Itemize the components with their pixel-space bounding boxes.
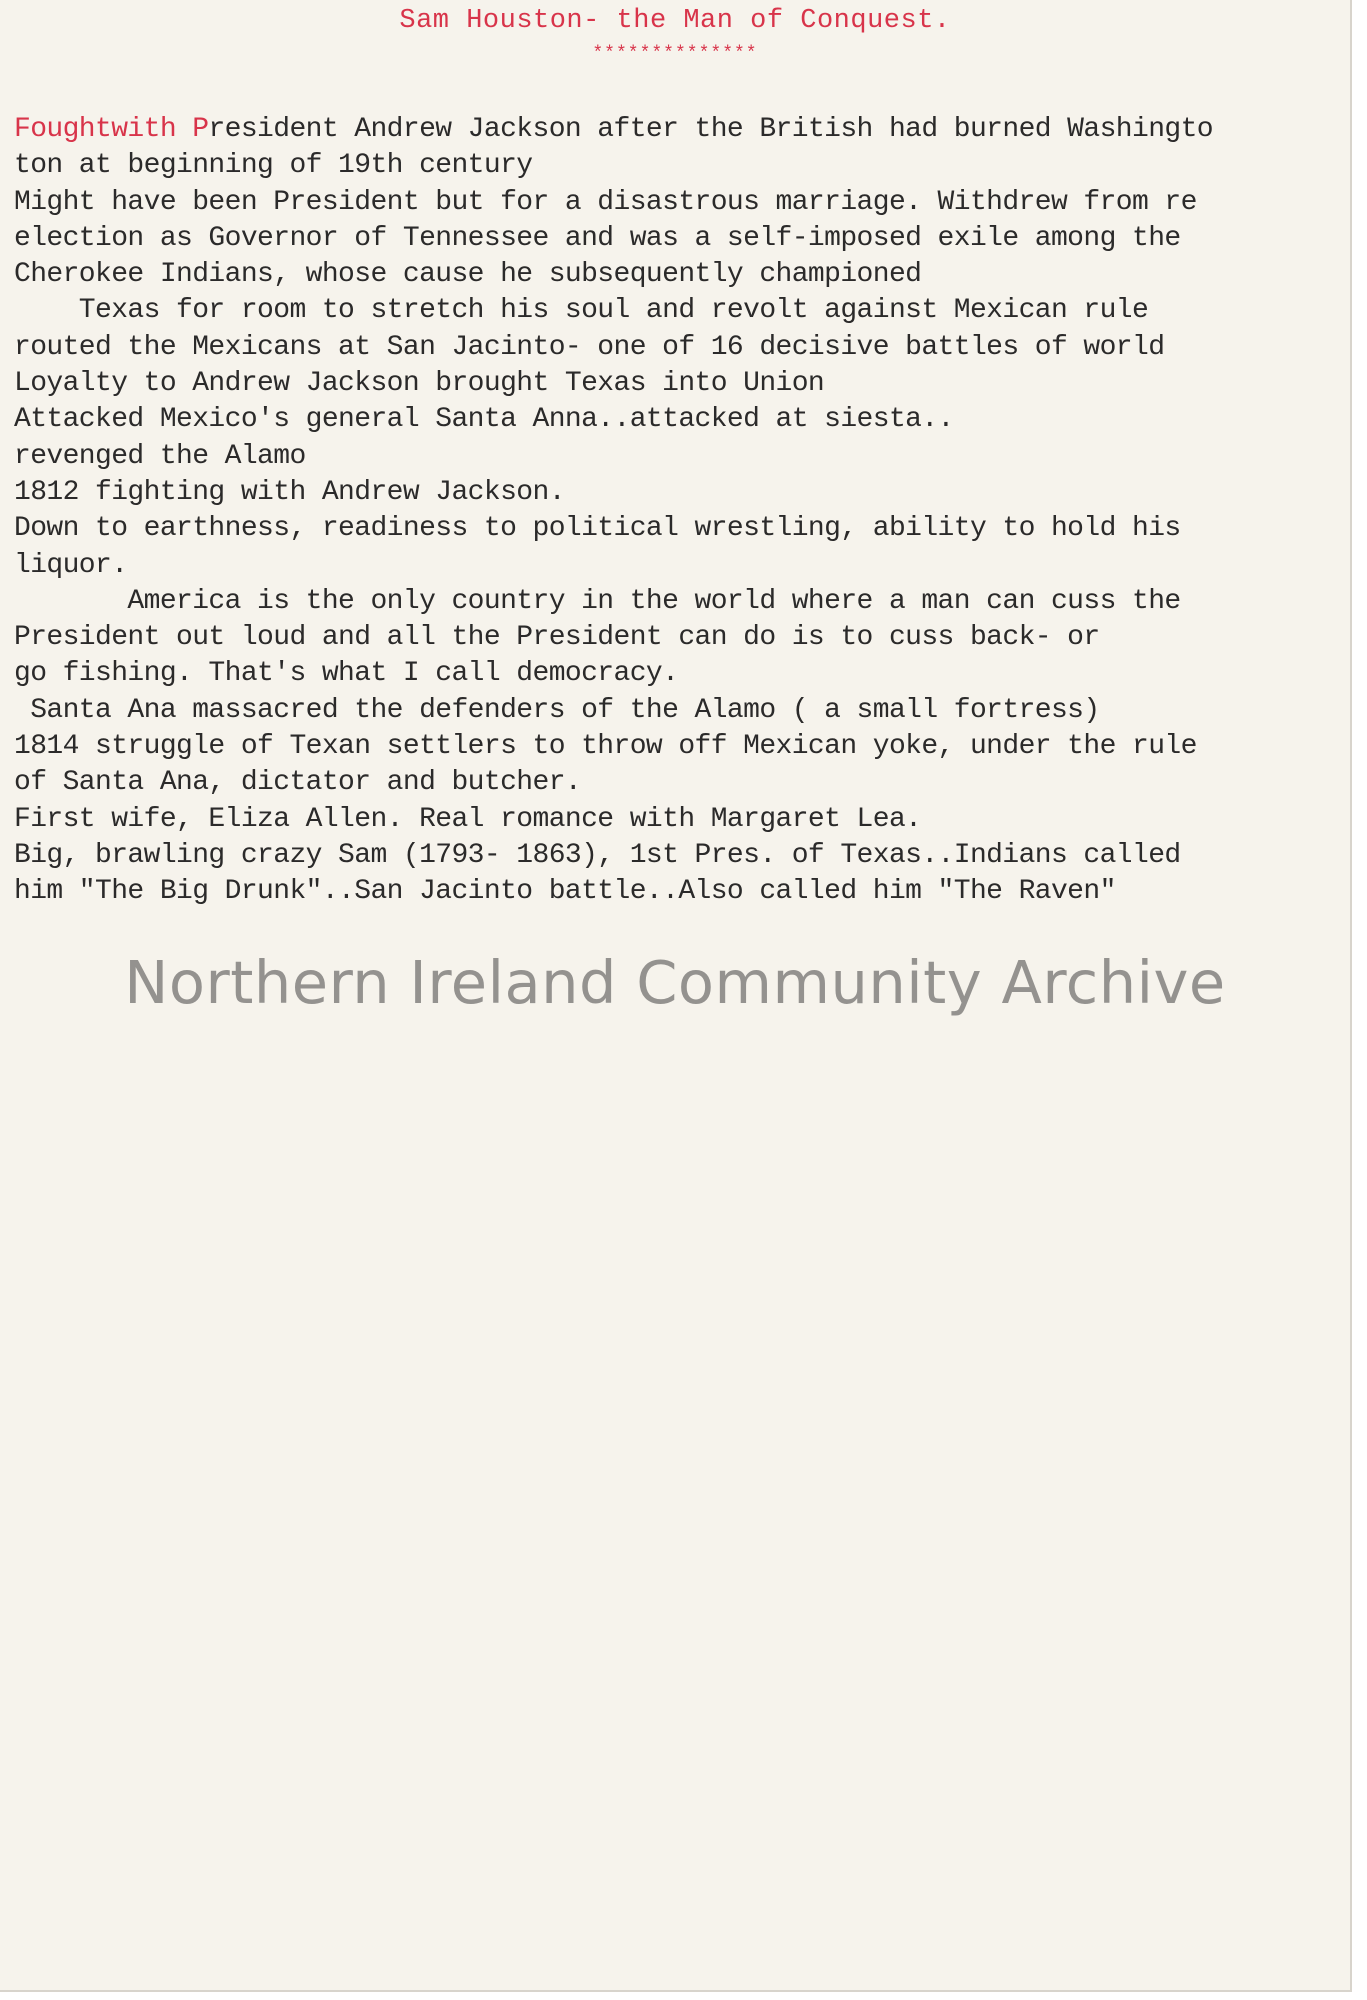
text-line: Down to earthness, readiness to political wrestling, ability to hold his bbox=[14, 513, 1181, 545]
text-line: 1814 struggle of Texan settlers to throw off Mexican yoke, under the rule bbox=[14, 731, 1197, 763]
text-line: Santa Ana massacred the defenders of the Alamo ( a small fortress) bbox=[14, 694, 1100, 726]
text-line: of Santa Ana, dictator and butcher. bbox=[14, 767, 582, 799]
text-line: First wife, Eliza Allen. Real romance with Margaret Lea. bbox=[14, 803, 922, 835]
document-title: Sam Houston- the Man of Conquest. bbox=[399, 6, 951, 36]
text-line: 1812 fighting with Andrew Jackson. bbox=[14, 476, 565, 508]
text-line: President out loud and all the President can do is to cuss back- or bbox=[14, 622, 1100, 654]
red-typed-prefix: Foughtwith P bbox=[14, 114, 209, 145]
text-line bbox=[14, 112, 1334, 148]
text-line: go fishing. That's what I call democracy. bbox=[14, 658, 679, 690]
typed-line-rest: resident Andrew Jackson after the British had burned Washingto bbox=[208, 114, 1214, 145]
text-line: Might have been President but for a disastrous marriage. Withdrew from re bbox=[14, 186, 1197, 218]
archive-watermark: Northern Ireland Community Archive bbox=[124, 948, 1226, 1017]
text-line: him "The Big Drunk"..San Jacinto battle..Also called him "The Raven" bbox=[14, 876, 1116, 908]
text-line: America is the only country in the world where a man can cuss the bbox=[14, 585, 1181, 617]
title-underline-asterisks: ************** bbox=[592, 44, 758, 64]
typed-text-body bbox=[14, 112, 1334, 911]
text-line: election as Governor of Tennessee and was a self-imposed exile among the bbox=[14, 222, 1181, 254]
text-line: Loyalty to Andrew Jackson brought Texas into Union bbox=[14, 368, 825, 400]
text-line: Cherokee Indians, whose cause he subsequently championed bbox=[14, 259, 922, 291]
text-line: Big, brawling crazy Sam (1793- 1863), 1st Pres. of Texas..Indians called bbox=[14, 839, 1181, 871]
text-line: Texas for room to stretch his soul and revolt against Mexican rule bbox=[14, 295, 1149, 327]
text-line: revenged the Alamo bbox=[14, 440, 306, 472]
text-line: liquor. bbox=[14, 549, 128, 581]
text-line: routed the Mexicans at San Jacinto- one of 16 decisive battles of world bbox=[14, 331, 1165, 363]
text-line: Attacked Mexico's general Santa Anna..attacked at siesta.. bbox=[14, 404, 954, 436]
text-line: ton at beginning of 19th century bbox=[14, 150, 533, 182]
